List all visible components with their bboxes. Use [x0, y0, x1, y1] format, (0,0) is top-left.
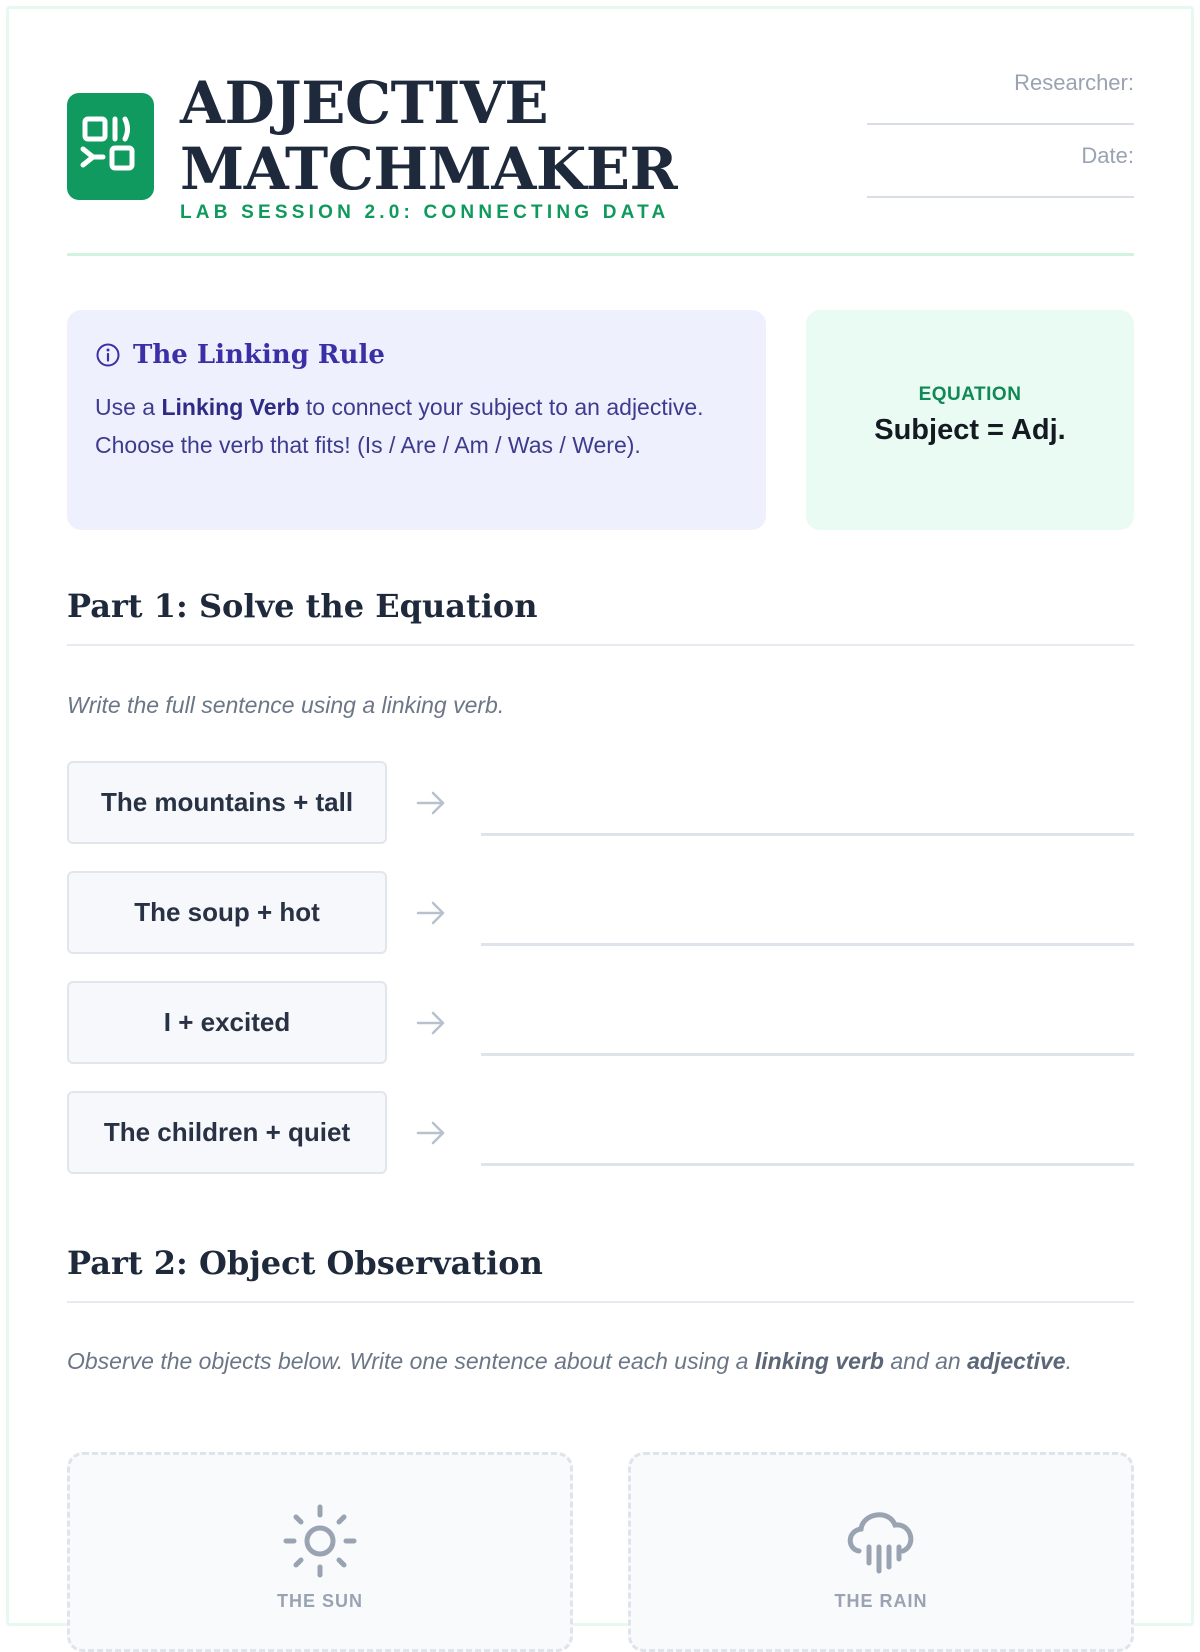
- qr-code-icon: [79, 113, 141, 175]
- date-line[interactable]: [867, 196, 1134, 198]
- part2-divider: [67, 1301, 1134, 1303]
- answer-line[interactable]: [481, 943, 1134, 946]
- answer-line[interactable]: [481, 1053, 1134, 1056]
- title-line-1: ADJECTIVE: [180, 69, 549, 137]
- part1-divider: [67, 644, 1134, 646]
- equation-prompt: The mountains + tall: [67, 761, 387, 844]
- sun-icon: [280, 1501, 360, 1581]
- answer-line[interactable]: [481, 833, 1134, 836]
- equation-row: [67, 871, 1134, 955]
- header-divider: [67, 253, 1134, 256]
- equation-prompt: The soup + hot: [67, 871, 387, 954]
- equation-row: [67, 1091, 1134, 1175]
- linking-rule-text: Use a Linking Verb to connect your subject to an adjective. Choose the verb that fits! (Is / Are / Am / Was / Were).: [95, 394, 704, 458]
- answer-line[interactable]: [481, 1163, 1134, 1166]
- arrow-right-icon: [415, 1007, 447, 1039]
- info-icon: [95, 342, 121, 368]
- observation-label: THE RAIN: [834, 1591, 928, 1611]
- part1-title: Part 1: Solve the Equation: [67, 587, 538, 625]
- observation-label: THE SUN: [276, 1591, 363, 1611]
- equation-prompt: I + excited: [67, 981, 387, 1064]
- part2-title: Part 2: Object Observation: [67, 1244, 543, 1282]
- date-label: Date:: [1081, 143, 1134, 168]
- part2-instruction: Observe the objects below. Write one sentence about each using a linking verb and an adjective.: [67, 1348, 1072, 1374]
- researcher-label: Researcher:: [1014, 70, 1134, 95]
- page-title: [180, 70, 820, 202]
- equation-value: Subject = Adj.: [874, 414, 1066, 446]
- part1-instruction: Write the full sentence using a linking verb.: [67, 692, 505, 718]
- equation-prompt: The children + quiet: [67, 1091, 387, 1174]
- observation-card-sun: [67, 1452, 573, 1652]
- equation-row: [67, 981, 1134, 1065]
- equation-row: [67, 761, 1134, 845]
- linking-rule-box: [67, 310, 766, 530]
- logo-badge: [67, 93, 154, 200]
- equation-label: EQUATION: [918, 384, 1022, 405]
- page-subtitle: LAB SESSION 2.0: CONNECTING DATA: [180, 202, 670, 223]
- arrow-right-icon: [415, 897, 447, 929]
- researcher-line[interactable]: [867, 123, 1134, 125]
- cloud-rain-icon: [841, 1501, 921, 1581]
- arrow-right-icon: [415, 1117, 447, 1149]
- equation-box: [806, 310, 1134, 530]
- observation-card-rain: [628, 1452, 1134, 1652]
- linking-rule-title: The Linking Rule: [133, 340, 385, 370]
- arrow-right-icon: [415, 787, 447, 819]
- title-line-2: MATCHMAKER: [180, 135, 678, 203]
